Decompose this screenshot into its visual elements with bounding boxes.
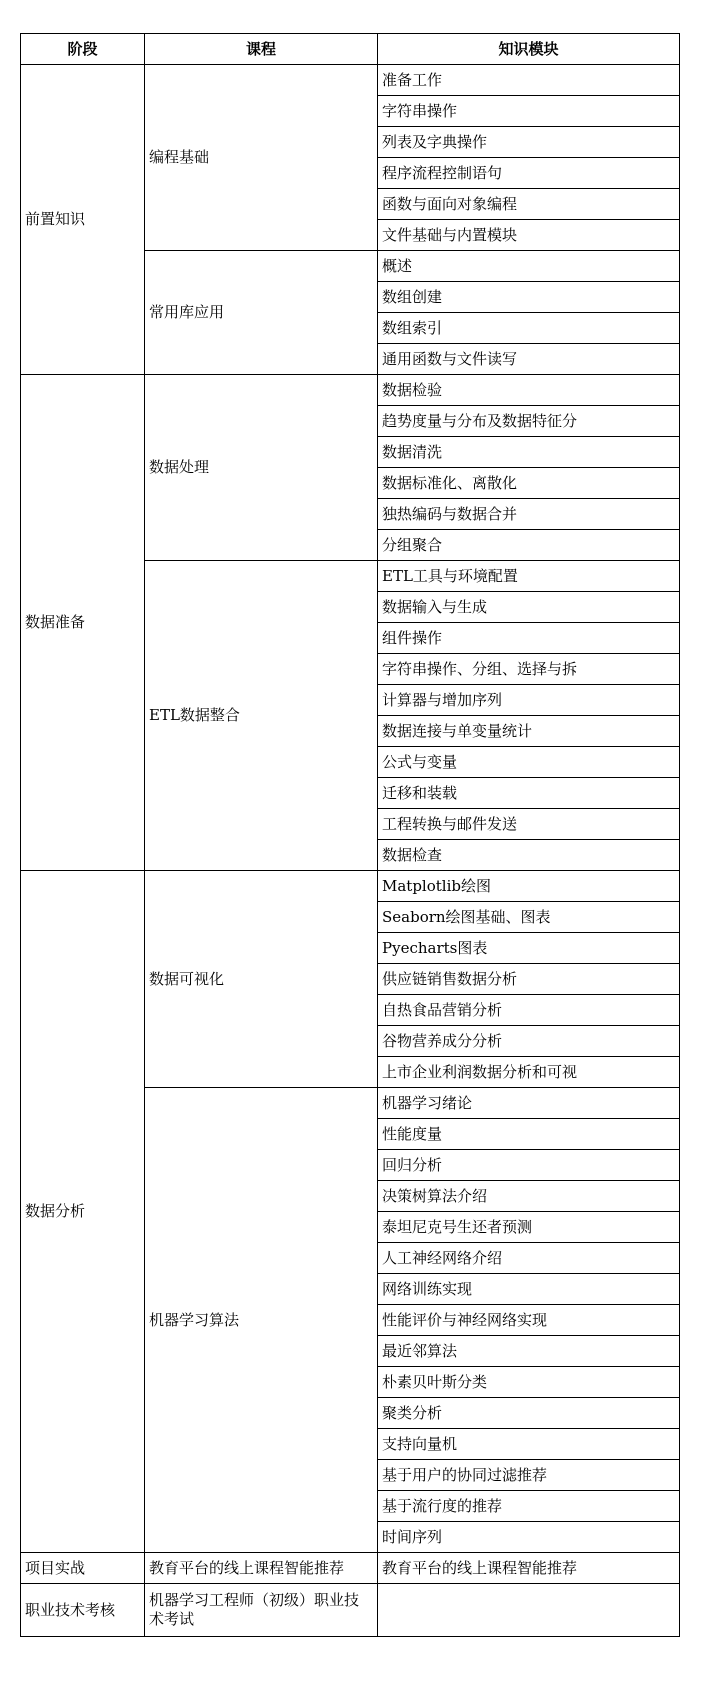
module-cell: 机器学习绪论 bbox=[378, 1088, 680, 1119]
stage-cell: 数据分析 bbox=[21, 871, 145, 1553]
module-cell: 回归分析 bbox=[378, 1150, 680, 1181]
module-cell: 公式与变量 bbox=[378, 747, 680, 778]
stage-cell: 数据准备 bbox=[21, 375, 145, 871]
module-cell: 准备工作 bbox=[378, 65, 680, 96]
module-cell: 时间序列 bbox=[378, 1522, 680, 1553]
module-cell: 分组聚合 bbox=[378, 530, 680, 561]
header-module: 知识模块 bbox=[378, 34, 680, 65]
table-row bbox=[21, 1553, 680, 1584]
module-cell: 泰坦尼克号生还者预测 bbox=[378, 1212, 680, 1243]
course-cell: 机器学习工程师（初级）职业技术考试 bbox=[145, 1584, 378, 1637]
module-cell: Seaborn绘图基础、图表 bbox=[378, 902, 680, 933]
module-cell: 决策树算法介绍 bbox=[378, 1181, 680, 1212]
module-cell: 趋势度量与分布及数据特征分 bbox=[378, 406, 680, 437]
module-cell: 基于用户的协同过滤推荐 bbox=[378, 1460, 680, 1491]
module-cell bbox=[378, 1584, 680, 1637]
module-cell: 数据标准化、离散化 bbox=[378, 468, 680, 499]
module-cell: 字符串操作 bbox=[378, 96, 680, 127]
module-cell: ETL工具与环境配置 bbox=[378, 561, 680, 592]
module-cell: 性能度量 bbox=[378, 1119, 680, 1150]
header-row bbox=[21, 34, 680, 65]
module-cell: 上市企业利润数据分析和可视 bbox=[378, 1057, 680, 1088]
module-cell: 独热编码与数据合并 bbox=[378, 499, 680, 530]
course-cell: 数据处理 bbox=[145, 375, 378, 561]
table-row bbox=[21, 65, 680, 96]
module-cell: 数组索引 bbox=[378, 313, 680, 344]
curriculum-document bbox=[20, 33, 680, 1637]
module-cell: 程序流程控制语句 bbox=[378, 158, 680, 189]
module-cell: 函数与面向对象编程 bbox=[378, 189, 680, 220]
module-cell: 最近邻算法 bbox=[378, 1336, 680, 1367]
module-cell: 列表及字典操作 bbox=[378, 127, 680, 158]
module-cell: 数据检验 bbox=[378, 375, 680, 406]
curriculum-table bbox=[20, 33, 680, 1637]
module-cell: 组件操作 bbox=[378, 623, 680, 654]
module-cell: 文件基础与内置模块 bbox=[378, 220, 680, 251]
module-cell: 数据检查 bbox=[378, 840, 680, 871]
module-cell: 数据清洗 bbox=[378, 437, 680, 468]
module-cell: 迁移和装载 bbox=[378, 778, 680, 809]
table-row bbox=[21, 871, 680, 902]
module-cell: 支持向量机 bbox=[378, 1429, 680, 1460]
module-cell: 通用函数与文件读写 bbox=[378, 344, 680, 375]
module-cell: 网络训练实现 bbox=[378, 1274, 680, 1305]
module-cell: 教育平台的线上课程智能推荐 bbox=[378, 1553, 680, 1584]
stage-cell: 项目实战 bbox=[21, 1553, 145, 1584]
module-cell: 人工神经网络介绍 bbox=[378, 1243, 680, 1274]
module-cell: 概述 bbox=[378, 251, 680, 282]
module-cell: 数据输入与生成 bbox=[378, 592, 680, 623]
course-cell: 编程基础 bbox=[145, 65, 378, 251]
module-cell: 供应链销售数据分析 bbox=[378, 964, 680, 995]
module-cell: 工程转换与邮件发送 bbox=[378, 809, 680, 840]
module-cell: 聚类分析 bbox=[378, 1398, 680, 1429]
course-cell: 常用库应用 bbox=[145, 251, 378, 375]
course-cell: 数据可视化 bbox=[145, 871, 378, 1088]
module-cell: 自热食品营销分析 bbox=[378, 995, 680, 1026]
module-cell: 计算器与增加序列 bbox=[378, 685, 680, 716]
module-cell: 性能评价与神经网络实现 bbox=[378, 1305, 680, 1336]
module-cell: 朴素贝叶斯分类 bbox=[378, 1367, 680, 1398]
header-course: 课程 bbox=[145, 34, 378, 65]
curriculum-table-body bbox=[21, 34, 680, 1637]
table-row bbox=[21, 375, 680, 406]
header-stage: 阶段 bbox=[21, 34, 145, 65]
module-cell: Matplotlib绘图 bbox=[378, 871, 680, 902]
stage-cell: 前置知识 bbox=[21, 65, 145, 375]
course-cell: ETL数据整合 bbox=[145, 561, 378, 871]
course-cell: 机器学习算法 bbox=[145, 1088, 378, 1553]
module-cell: 谷物营养成分分析 bbox=[378, 1026, 680, 1057]
module-cell: 数据连接与单变量统计 bbox=[378, 716, 680, 747]
module-cell: 数组创建 bbox=[378, 282, 680, 313]
stage-cell: 职业技术考核 bbox=[21, 1584, 145, 1637]
table-row bbox=[21, 1584, 680, 1637]
module-cell: 字符串操作、分组、选择与拆 bbox=[378, 654, 680, 685]
module-cell: Pyecharts图表 bbox=[378, 933, 680, 964]
module-cell: 基于流行度的推荐 bbox=[378, 1491, 680, 1522]
course-cell: 教育平台的线上课程智能推荐 bbox=[145, 1553, 378, 1584]
